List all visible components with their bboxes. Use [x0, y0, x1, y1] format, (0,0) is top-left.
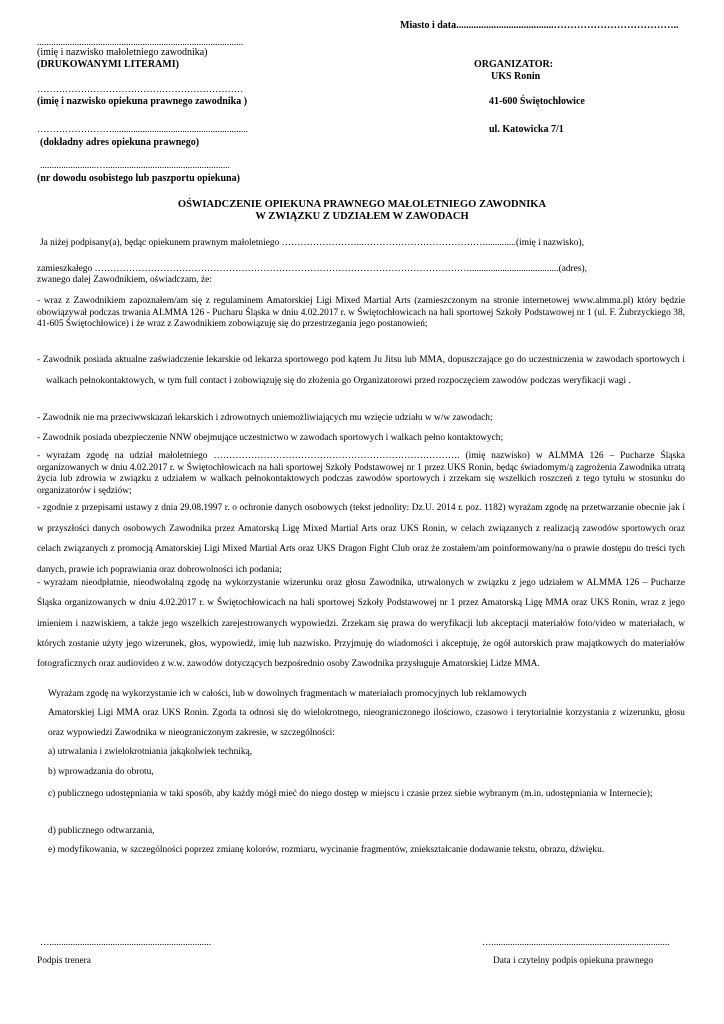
statement-data-processing: - zgodnie z przepisami ustawy z dnia 29.08.1997 r. o ochronie danych osobowych (tekst jednolity: Dz.U. 2014 r. poz. 1182) wyrażam zgodę na przetwarzanie obecnie jak i w przyszłości danych osobowych Zawodnika przez Amatorską Ligę Mixed Martial Arts oraz UKS Ronin, w celach związanych z realizacją zawodów sportowych oraz celach związanych z promocją Amatorskiej Ligi Mixed Martial Arts oraz UKS Dragon Fight Club oraz że zostałem/am poinformowany/na o prawie dostępu do treści tych danych, prawie ich poprawiania oraz dobrowolności ich podania; — [37, 503, 685, 575]
statement-no-contraindications: - Zawodnik nie ma przeciwwskazań lekarskich i zdrowotnych uniemożliwiających mu wzięcie udziału w w/w zawodach; — [37, 413, 493, 423]
consent-usage-line: Wyrażam zgodę na wykorzystanie ich w całości, lub w dowolnych fragmentach w materiałach promocyjnych lub reklamowych — [48, 689, 527, 699]
city-date-field: Miasto i data.......................................……………………………….. — [400, 20, 679, 31]
guardian-signature-dots: …............................................................................ — [482, 938, 670, 948]
organizer-street: ul. Katowicka 7/1 — [489, 124, 564, 135]
document-title-line1: OŚWIADCZENIE OPIEKUNA PRAWNEGO MAŁOLETNIEGO ZAWODNIKA — [177, 199, 547, 210]
consent-item-c: c) publicznego udostępniania w taki sposób, aby każdy mógł mieć do niego dostęp w miejscu i czasie przez siebie wybranym (m.in. udostępniania w Internecie); — [48, 789, 653, 799]
consent-item-b: b) wprowadzania do obrotu, — [48, 767, 154, 777]
guardian-name-dots: ………………………………………………………… — [37, 85, 244, 95]
statement-image-consent: - wyrażam nieodpłatnie, nieodwołalną zgodę na wykorzystanie wizerunku oraz głosu Zawodnika, utrwalonych w związku z jego udziałem w ALMMA 126 – Pucharze Śląska organizowanych w dniu 4.02.2017 r. w Świętochłowicach na hali sportowej Szkoły Podstawowej nr 1 przez Amatorską Ligę MMA oraz UKS Ronin, wraz z jego imieniem i nazwiskiem, a także jego wszelkich zarejestrowanych wypowiedzi. Zrzekam się prawa do weryfikacji lub akceptacji materiałów foto/video w materiałach, w których zostanie użyty jego wizerunek, głos, wypowiedź, imię lub nazwisko. Przyjmuję do wiadomości i akceptuję, że ogół autorskich praw majątkowych do materiałów fotograficznych oraz audiovideo z w.w. zawodów dotyczących bezpośrednio osoby Zawodnika przysługuje Amatorskiej Lidze MMA. — [37, 578, 685, 670]
intro-address-line: zamieszkałego …………………………………………………………………………………………………………......................................(adres), — [37, 264, 587, 274]
consent-item-a: a) utrwalania i zwielokrotniania jakąkolwiek techniką, — [48, 747, 253, 757]
consent-scope-paragraph: Amatorskiej Ligi MMA oraz UKS Ronin. Zgoda ta odnosi się do wielokrotnego, nieograniczonego ilościowo, czasowo i terytorialnie korzystania z wizerunku, głosu oraz wypowiedzi Zawodnika w nieograniczonym zakresie, w szczególności: — [48, 708, 685, 738]
address-dots: …………………….......................................................... — [37, 125, 248, 135]
statement-participation-consent: - wyrażam zgodę na udział małoletniego ……………………………………………………………………. (imię nazwisko) w ALMMA 126 – Pucharze Śląska organizowanych w dniu 4.02.2017 r. w Świętochłowicach na hali sportowej Szkoły Podstawowej nr 1 przez UKS Ronin, będąc świadomym/ą zagrożenia Zawodnika utratą życia lub zdrowia w związku z udziałem w walkach pełnokontaktowych podczas zawodów sportowych i zrzekam się wszelkich roszczeń z tego tytułu w stosunku do organizatorów i sędziów; — [37, 451, 685, 496]
id-label: (nr dowodu osobistego lub paszportu opiekuna) — [37, 173, 240, 184]
id-dots: ........................…..................................................... — [40, 161, 230, 171]
consent-item-d: d) publicznego odtwarzania, — [48, 826, 155, 836]
statement-medical-certificate: - Zawodnik posiada aktualne zaświadczenie lekarskie od lekarza sportowego pod kątem Ju Jitsu lub MMA, dopuszczające go do uczestniczenia w zawodach sportowych i walkach pełnokontaktowych, w tym full contact i zobowiązuję się do złożenia go Organizatorowi przed rozpoczęciem zawodów podczas weryfikacji wagi . — [37, 355, 685, 387]
minor-caps-note: (DRUKOWANYMI LITERAMI) — [37, 59, 179, 70]
organizer-name: UKS Ronin — [491, 71, 541, 82]
organizer-city: 41-600 Świętochłowice — [489, 96, 585, 107]
minor-name-dots: ........................................................................................ — [37, 38, 244, 48]
consent-item-e: e) modyfikowania, w szczególności poprzez zmianę kolorów, rozmiaru, wycinanie fragmentów, zniekształcanie dodawanie tekstu, obrazu, dźwięku. — [48, 845, 605, 855]
organizer-heading: ORGANIZATOR: — [474, 59, 554, 70]
statement-insurance: - Zawodnik posiada ubezpieczenie NNW obejmujące uczestnictwo w zawodach sportowych i walkach pełno kontaktowych; — [37, 433, 504, 443]
minor-name-label: (imię i nazwisko małoletniego zawodnika) — [37, 47, 208, 58]
trainer-signature-dots: …..................................................................... — [40, 938, 212, 948]
statement-regulations: - wraz z Zawodnikiem zapoznałem/am się z regulaminem Amatorskiej Ligi Mixed Martial Arts (zamieszczonym na stronie internetowej www.almma.pl) który będzie obowiązywał podczas trwania ALMMA 126 - Pucharu Śląska w dniu 4.02.2017 r. w Świętochłowicach na hali sportowej Szkoły Podstawowej nr 1 (ul. F. Żubrzyckiego 38, 41-605 Świętochłowice) i że wraz z Zawodnikiem zobowiązuję się do przestrzegania jego postanowień; — [37, 296, 685, 329]
intro-guardian-line: Ja niżej podpisany(a), będąc opiekunem prawnym małoletniego ……………………...………………………………….............(imię i nazwisko), — [40, 238, 584, 248]
document-title-line2: W ZWIĄZKU Z UDZIAŁEM W ZAWODACH — [255, 211, 469, 222]
guardian-signature-label: Data i czytelny podpis opiekuna prawnego — [493, 956, 654, 966]
intro-declaration-line: zwanego dalej Zawodnikiem, oświadczam, że: — [37, 275, 212, 285]
address-label: (dokładny adres opiekuna prawnego) — [40, 137, 200, 148]
guardian-name-label: (imię i nazwisko opiekuna prawnego zawodnika ) — [37, 96, 248, 107]
trainer-signature-label: Podpis trenera — [37, 956, 91, 966]
